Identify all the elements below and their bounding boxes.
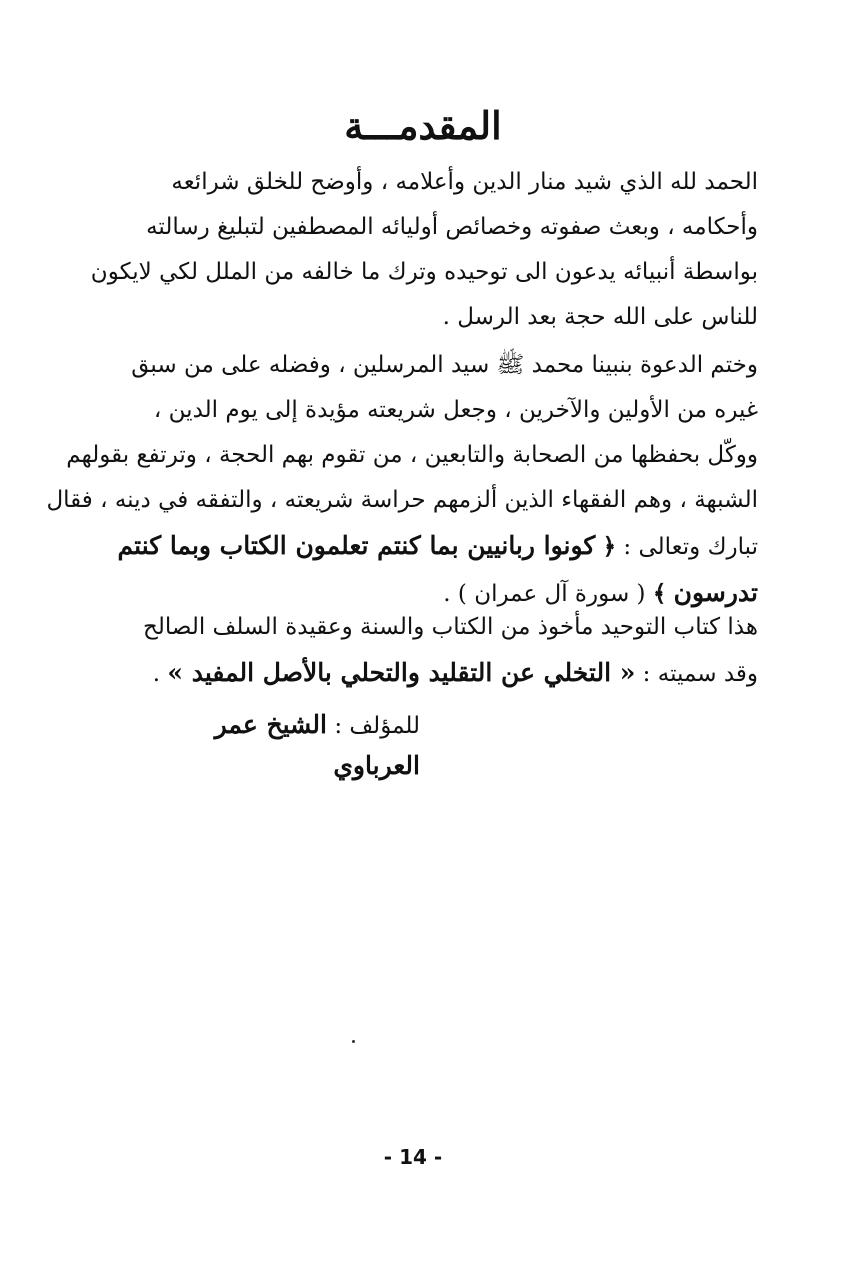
page-number-value: 14 [399, 1145, 427, 1169]
author-label: للمؤلف : [334, 713, 420, 739]
text-line [86, 650, 758, 697]
print-speck [352, 1040, 355, 1043]
text-line: بواسطة أنبيائه يدعون الى توحيده وترك ما خالفه من الملل لكي لايكون [90, 259, 758, 285]
book-paragraph [86, 605, 758, 697]
page-title: المقدمـــة [344, 103, 502, 148]
text-line: ووكّل بحفظها من الصحابة والتابعين ، من تقوم بهم الحجة ، وترتفع بقولهم [66, 442, 758, 468]
book-title: « التخلي عن التقليد والتحلي بالأصل المفيد » [167, 658, 636, 687]
text-line: الشبهة ، وهم الفقهاء الذين ألزمهم حراسة شريعته ، والتفقه في دينه ، فقال [46, 487, 758, 513]
page-dash-left: - [383, 1145, 393, 1169]
page-number [0, 1142, 826, 1172]
text-line: وختم الدعوة بنبينا محمد ﷺ سيد المرسلين ، وفضله على من سبق [131, 352, 758, 378]
author-line [120, 705, 420, 787]
sentence-end: . [152, 661, 161, 687]
verse-open-bracket: ﴿ [602, 533, 617, 560]
intro-paragraph [86, 160, 758, 340]
text-line: غيره من الأولين والآخرين ، وجعل شريعته مؤيدة إلى يوم الدين ، [153, 397, 758, 423]
verse-close-bracket: ﴾ [652, 580, 667, 607]
text-line: للناس على الله حجة بعد الرسل . [442, 304, 758, 330]
author-name: الشيخ عمر العرباوي [214, 710, 420, 780]
text-line: وأحكامه ، وبعث صفوته وخصائص أوليائه المصطفين لتبليغ رسالته [146, 214, 758, 240]
verse-source: ( سورة آل عمران ) . [443, 581, 646, 607]
text-line: الحمد لله الذي شيد منار الدين وأعلامه ، وأوضح للخلق شرائعه [171, 169, 758, 195]
quran-verse: كونوا ربانيين بما كنتم تعلمون الكتاب وبما كنتم [117, 531, 596, 560]
verse-intro: تبارك وتعالى : [623, 534, 758, 560]
verse-line [86, 523, 758, 570]
naming-intro: وقد سميته : [642, 661, 758, 687]
page-dash-right: - [433, 1145, 443, 1169]
quran-verse-end: تدرسون [673, 578, 758, 607]
text-line: هذا كتاب التوحيد مأخوذ من الكتاب والسنة وعقيدة السلف الصالح [143, 614, 758, 640]
prophet-paragraph [46, 343, 758, 617]
